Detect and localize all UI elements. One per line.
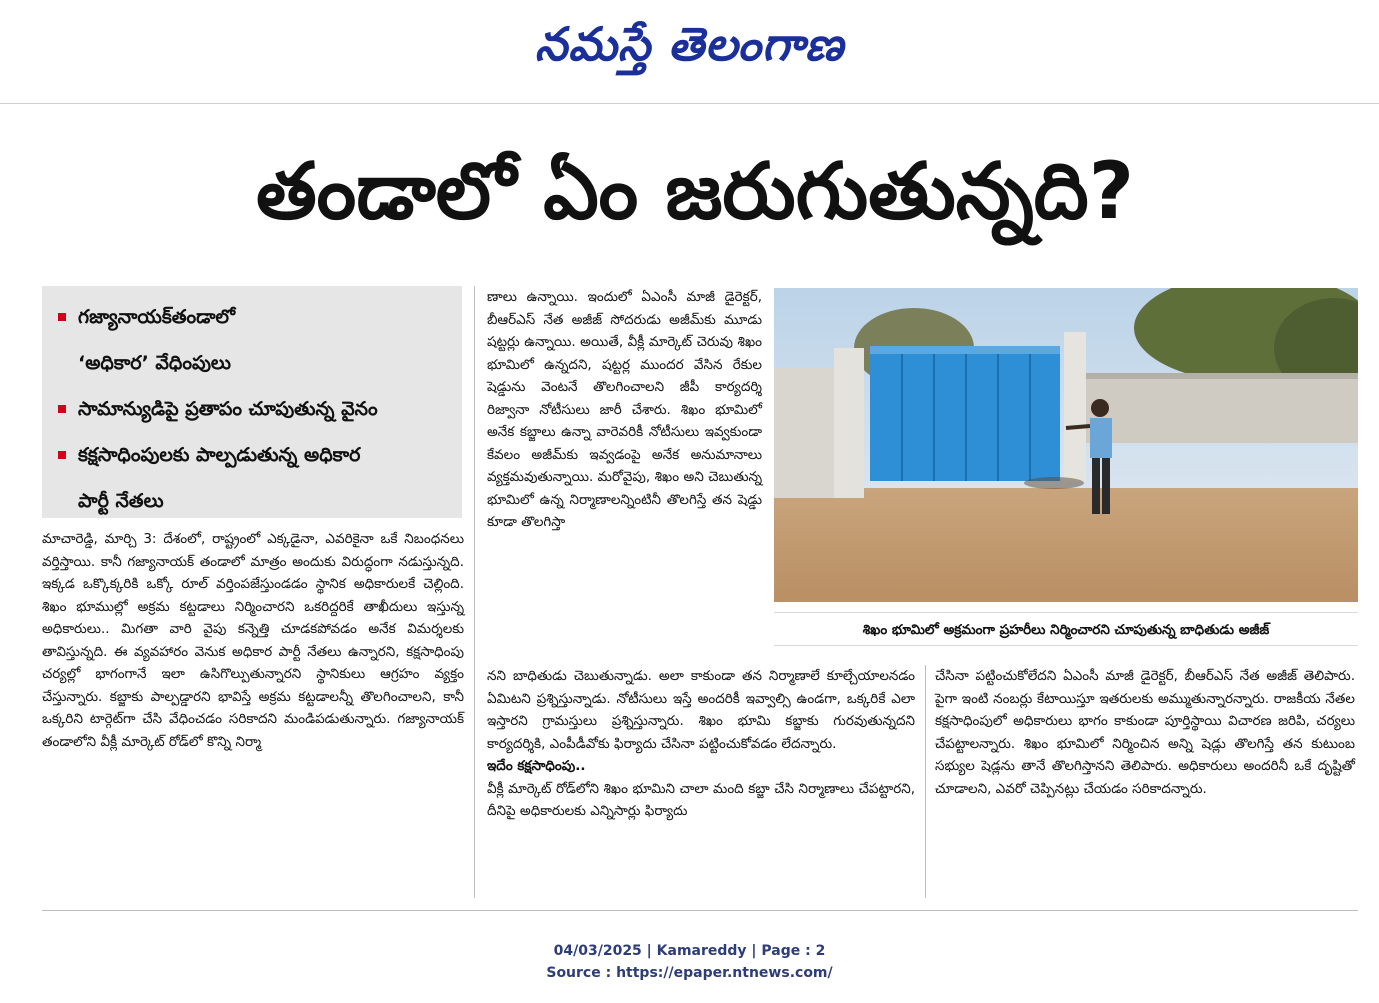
- highlight-item: [54, 432, 452, 478]
- article-subheading: ఇదేం కక్షసాధింపు..: [487, 758, 586, 774]
- page-footer: [0, 940, 1379, 984]
- newspaper-logo: నమస్తే తెలంగాణ: [534, 17, 845, 71]
- highlight-item: [54, 294, 452, 340]
- red-square-bullet-icon: [58, 313, 66, 321]
- article-paragraph: నని బాధితుడు చెబుతున్నాడు. అలా కాకుండా తన నిర్మాణాలే కూల్చేయాలనడం ఏమిటని ప్రశ్నిస్తున్నాడు. నోటీసులు ఇస్తే అందరికీ ఇవ్వాల్సి ఉండగా, ఒక్కరికే ఎలా ఇస్తారని గ్రామస్తులు ప్రశ్నిస్తున్నారు. శిఖం భూమి కబ్జాకు గురవుతున్నదని కార్యదర్శికి, ఎంపీడీవోకు ఫిర్యాదు చేసినా పట్టించుకోవడం లేదన్నారు.: [487, 668, 915, 752]
- highlight-item: [54, 386, 452, 432]
- article-paragraph: మాచారెడ్డి, మార్చి 3: దేశంలో, రాష్ట్రంలో ఎక్కడైనా, ఎవరికైనా ఒకే నిబంధనలు వర్తిస్తాయి. కానీ గజ్యానాయక్ తండాలో మాత్రం అందుకు విరుద్ధంగా నడుస్తున్నది. ఇక్కడ ఒక్కొక్కరికి ఒక్కో రూల్ వర్తింపజేస్తుండడం స్థానిక అధికారులకే చెల్లింది. శిఖం భూముల్లో అక్రమ కట్టడాలు నిర్మించారని ఒకరిద్దరికే తాఖీదులు ఇస్తున్న అధికారులు.. మిగతా వారి వైపు కన్నెత్తి చూడకపోవడం అనేక విమర్శలకు తావిస్తున్నది. ఈ వ్యవహారం వెనుక అధికార పార్టీ నేతలు ఉన్నారని, కక్షసాధింపు చర్యల్లో భాగంగానే ఇలా ఉసిగొల్పుతున్నారని స్థానికులు ఆగ్రహం వ్యక్తం చేస్తున్నారు. కబ్జాకు పాల్పడ్డారని భావిస్తే అక్రమ కట్టడాలన్నీ తొలగించాలని, కానీ ఒక్కరిని టార్గెట్‌గా చేసి వేధించడం సరికాదని మండిపడుతున్నారు. గజ్యానాయక్ తండాలోని వీక్లీ మార్కెట్ రోడ్‌లో కొన్ని నిర్మా: [42, 531, 464, 750]
- article-column-2-top: [487, 286, 762, 534]
- highlight-text: కక్షసాధింపులకు పాల్పడుతున్న అధికార: [78, 444, 361, 466]
- article-column-3: [935, 665, 1355, 800]
- highlight-subtext: ‘అధికార’ వేధింపులు: [78, 352, 231, 374]
- column-divider: [474, 286, 475, 898]
- news-photo: [774, 288, 1358, 602]
- article-paragraph: చేసినా పట్టించుకోలేదని ఏఎంసీ మాజీ డైరెక్టర్, బీఆర్‌ఎస్ నేత అజీజ్ తెలిపారు. పైగా ఇంటి నంబర్లు కేటాయిస్తూ ఇతరులకు అమ్ముతున్నారన్నారు. రాజకీయ నేతల కక్షసాధింపులో అధికారులు భాగం కాకుండా పూర్తిస్థాయి విచారణ జరిపి, చర్యలు చేపట్టాలన్నారు. శిఖం భూమిలో నిర్మించిన అన్ని షెడ్లు తొలగిస్తే తన కుటుంబ సభ్యుల షెడ్లను తానే తొలగిస్తానని తెలిపారు. అధికారులు అందరినీ ఒకే దృష్టితో చూడాలని, ఎవరో చెప్పినట్లు చేయడం సరికాదన్నారు.: [935, 668, 1355, 797]
- footer-source: Source : https://epaper.ntnews.com/: [546, 965, 833, 981]
- highlight-text: సామాన్యుడిపై ప్రతాపం చూపుతున్న వైనం: [78, 398, 378, 420]
- article-column-2-bottom: [487, 665, 915, 823]
- highlight-subtext: పార్టీ నేతలు: [78, 490, 164, 512]
- article-paragraph: ణాలు ఉన్నాయి. ఇందులో ఏఎంసీ మాజీ డైరెక్టర్, బీఆర్‌ఎస్ నేత అజీజ్ సోదరుడు అజీమ్‌కు మూడు షట్టర్లు ఉన్నాయి. అయితే, వీక్లీ మార్కెట్ చెరువు శిఖం భూమిలో ఉన్నదని, షట్టర్ల ముందర వేసిన రేకుల షెడ్డును వెంటనే తొలగించాలని జీపీ కార్యదర్శి రిజ్వానా నోటీసులు జారీ చేశారు. శిఖం భూమిలో అనేక కబ్జాలు ఉన్నా వారెవరికీ నోటీసులు ఇవ్వకుండా కేవలం అజీమ్‌కు ఇవ్వడంపై అనేక అనుమానాలు వ్యక్తమవుతున్నాయి. మరోవైపు, శిఖం అని చెబుతున్న భూమిలో ఉన్న నిర్మాణాలన్నింటినీ తొలగిస్తే తన షెడ్డు కూడా తొలగిస్తా: [487, 289, 762, 530]
- headline: తండాలో ఏం జరుగుతున్నది?: [256, 147, 1134, 237]
- article-bottom-rule: [42, 910, 1358, 911]
- masthead: [0, 0, 1379, 100]
- highlight-text: గజ్యానాయక్‌తండాలో: [78, 306, 236, 328]
- highlights-box: [42, 286, 462, 518]
- footer-date-page: 04/03/2025 | Kamareddy | Page : 2: [553, 943, 826, 959]
- red-square-bullet-icon: [58, 405, 66, 413]
- masthead-divider: [0, 103, 1379, 104]
- photo-caption: శిఖం భూమిలో అక్రమంగా ప్రహరీలు నిర్మించారని చూపుతున్న బాధితుడు అజీజ్: [774, 612, 1358, 646]
- red-square-bullet-icon: [58, 451, 66, 459]
- article-paragraph: వీక్లీ మార్కెట్ రోడ్‌లోని శిఖం భూమిని చాలా మంది కబ్జా చేసి నిర్మాణాలు చేపట్టారని, దీనిపై అధికారులకు ఎన్నిసార్లు ఫిర్యాదు: [487, 780, 915, 819]
- column-divider: [925, 665, 926, 898]
- article-column-1: [42, 528, 464, 753]
